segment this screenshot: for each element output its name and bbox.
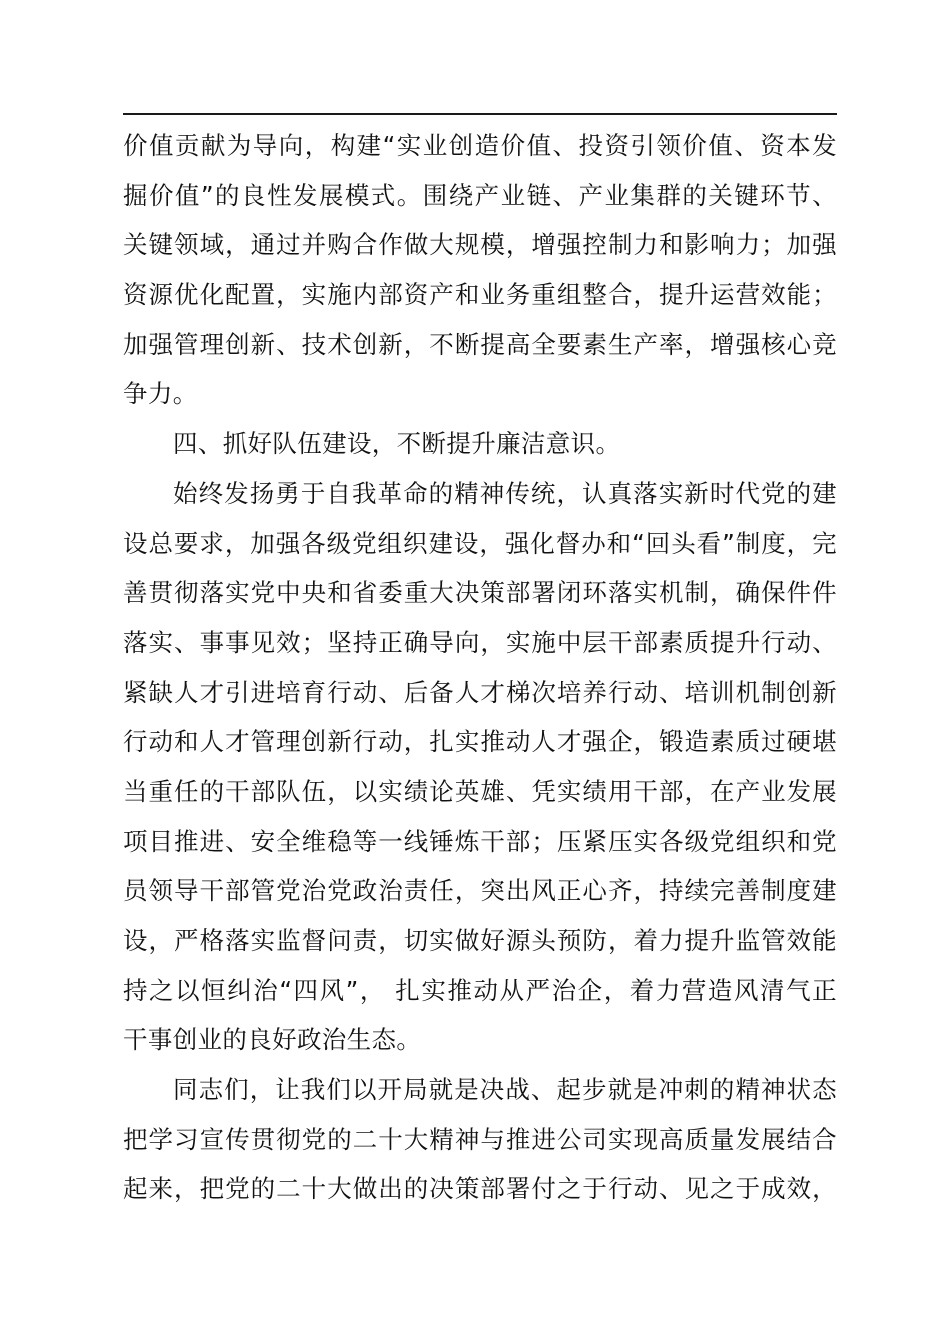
body-text	[123, 121, 837, 1214]
text-line: 始终发扬勇于自我革命的精神传统，认真落实新时代党的建	[173, 478, 837, 508]
text-line: 持之以恒纠治“四风”， 扎实推动从严治企，着力营造风清气正	[123, 975, 837, 1005]
text-line: 价值贡献为导向，构建“实业创造价值、投资引领价值、资本发	[123, 131, 837, 160]
text-line: 落实、事事见效；坚持正确导向，实施中层干部素质提升行动、	[123, 627, 837, 657]
text-line: 项目推进、安全维稳等一线锤炼干部；压紧压实各级党组织和党	[123, 826, 837, 856]
text-line: 同志们，让我们以开局就是决战、起步就是冲刺的精神状态	[173, 1075, 837, 1105]
text-line: 员领导干部管党治党政治责任，突出风正心齐，持续完善制度建	[123, 876, 837, 906]
text-line: 争力。	[123, 379, 198, 409]
text-line: 行动和人才管理创新行动，扎实推动人才强企，锻造素质过硬堪	[123, 727, 837, 757]
header-rule	[123, 113, 837, 115]
text-line: 当重任的干部队伍，以实绩论英雄、凭实绩用干部，在产业发展	[123, 776, 837, 806]
text-line: 紧缺人才引进培育行动、后备人才梯次培养行动、培训机制创新	[123, 677, 837, 707]
text-line: 设，严格落实监督问责，切实做好源头预防，着力提升监管效能	[123, 926, 837, 955]
text-line: 加强管理创新、技术创新，不断提高全要素生产率，增强核心竞	[123, 329, 837, 359]
text-line: 关键领域，通过并购合作做大规模，增强控制力和影响力；加强	[123, 230, 837, 260]
text-line: 设总要求，加强各级党组织建设，强化督办和“回头看”制度，完	[123, 528, 837, 558]
text-line: 把学习宣传贯彻党的二十大精神与推进公司实现高质量发展结合	[123, 1124, 837, 1154]
text-line: 起来，把党的二十大做出的决策部署付之于行动、见之于成效，	[123, 1174, 837, 1204]
text-line: 干事创业的良好政治生态。	[123, 1025, 422, 1055]
text-line: 资源优化配置，实施内部资产和业务重组整合，提升运营效能；	[123, 280, 837, 310]
section-heading: 四、抓好队伍建设，不断提升廉洁意识。	[173, 429, 621, 459]
text-line: 掘价值”的良性发展模式。围绕产业链、产业集群的关键环节、	[123, 180, 837, 210]
text-line: 善贯彻落实党中央和省委重大决策部署闭环落实机制，确保件件	[123, 578, 837, 608]
